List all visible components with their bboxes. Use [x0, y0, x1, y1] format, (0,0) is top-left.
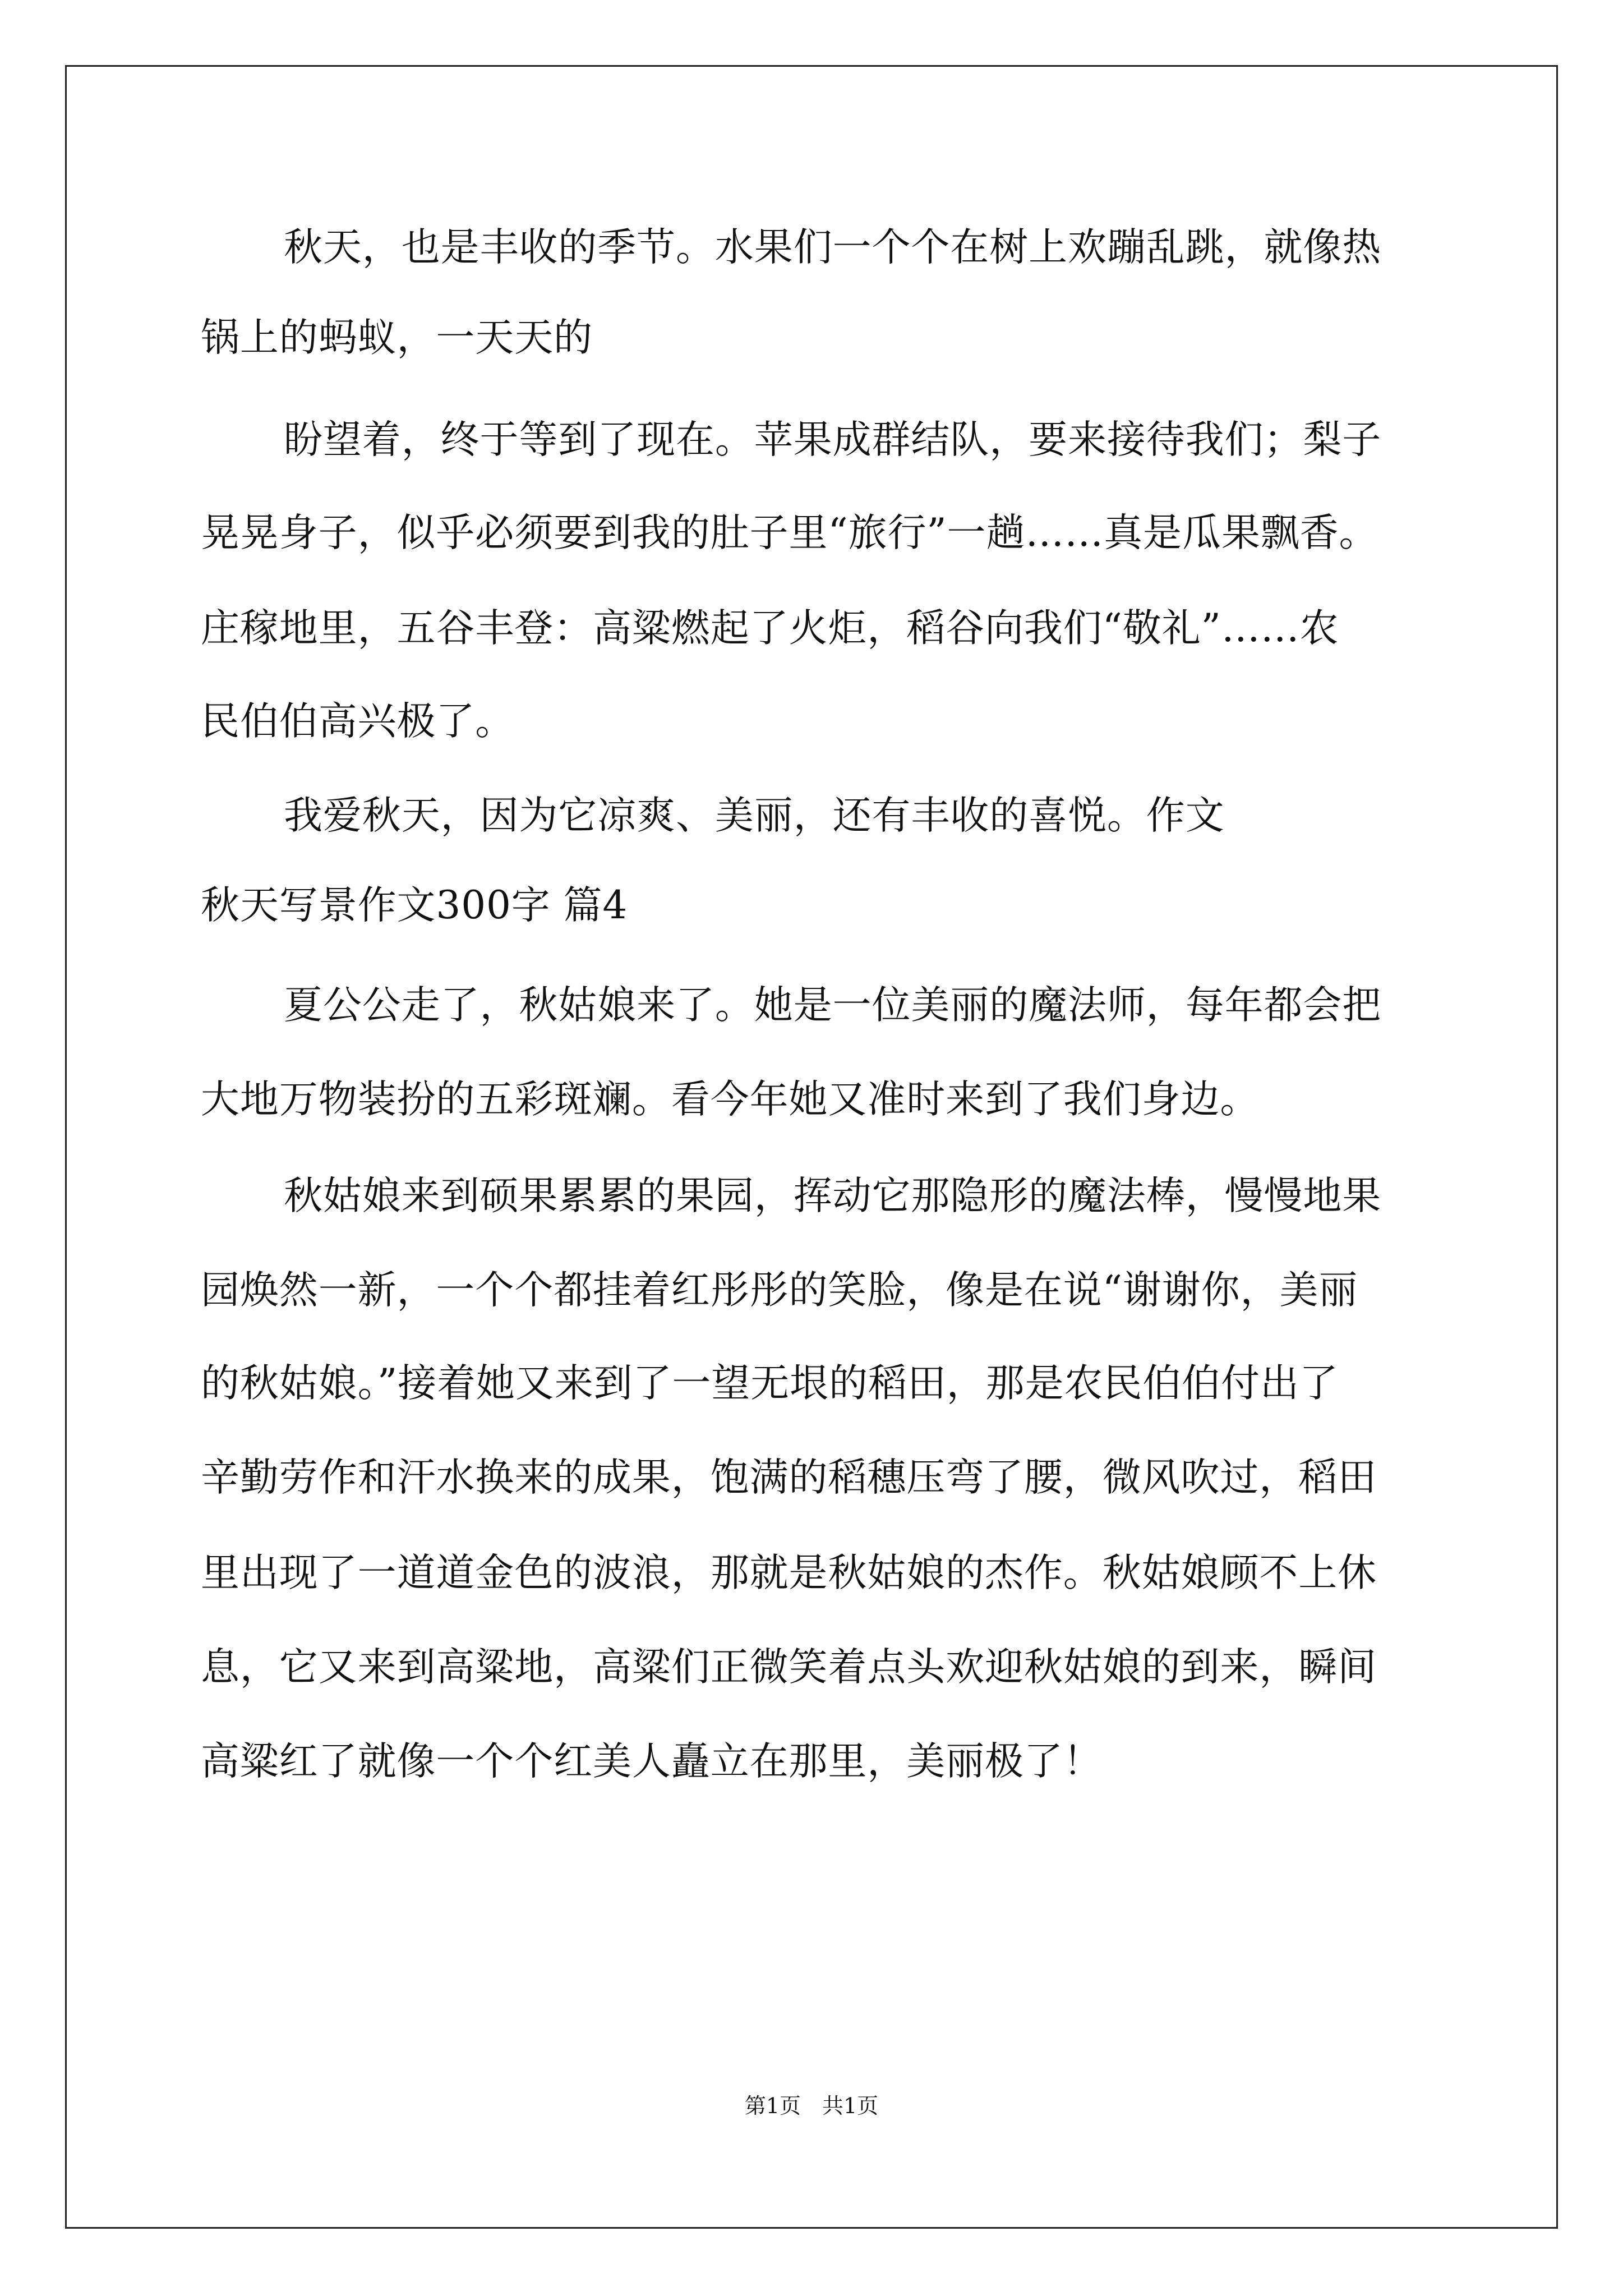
paragraph-line: 息，它又来到高粱地，高粱们正微笑着点头欢迎秋姑娘的到来，瞬间	[201, 1645, 1377, 1690]
paragraph-line: 盼望着，终于等到了现在。苹果成群结队，要来接待我们；梨子	[284, 417, 1382, 462]
paragraph-line: 庄稼地里，五谷丰登：高粱燃起了火炬，稻谷向我们“敬礼”……农	[201, 606, 1339, 651]
paragraph-line: 晃晃身子，似乎必须要到我的肚子里“旅行”一趟……真是瓜果飘香。	[201, 510, 1378, 555]
paragraph-line: 园焕然一新，一个个都挂着红彤彤的笑脸，像是在说“谢谢你，美丽	[201, 1268, 1358, 1313]
paragraph-line: 锅上的蚂蚁，一天天的	[201, 315, 593, 360]
paragraph-line: 大地万物装扮的五彩斑斓。看今年她又准时来到了我们身边。	[201, 1077, 1260, 1122]
paragraph-line: 民伯伯高兴极了。	[201, 699, 515, 744]
paragraph-line: 高粱红了就像一个个红美人矗立在那里，美丽极了！	[201, 1739, 1103, 1784]
paragraph-line: 秋姑娘来到硕果累累的果园，挥动它那隐形的魔法棒，慢慢地果	[284, 1174, 1382, 1218]
section-heading: 秋天写景作文300字 篇4	[201, 883, 628, 928]
page-footer: 第1页 共1页	[744, 2093, 879, 2118]
paragraph-line: 的秋姑娘。”接着她又来到了一望无垠的稻田，那是农民伯伯付出了	[201, 1361, 1339, 1406]
page-frame	[65, 65, 1558, 2229]
paragraph-line: 辛勤劳作和汗水换来的成果，饱满的稻穗压弯了腰，微风吹过，稻田	[201, 1455, 1377, 1500]
paragraph-line: 秋天，也是丰收的季节。水果们一个个在树上欢蹦乱跳，就像热	[284, 225, 1382, 270]
paragraph-line: 夏公公走了，秋姑娘来了。她是一位美丽的魔法师，每年都会把	[284, 983, 1382, 1028]
paragraph-line: 我爱秋天，因为它凉爽、美丽，还有丰收的喜悦。作文	[284, 793, 1225, 838]
paragraph-line: 里出现了一道道金色的波浪，那就是秋姑娘的杰作。秋姑娘顾不上休	[201, 1550, 1377, 1595]
